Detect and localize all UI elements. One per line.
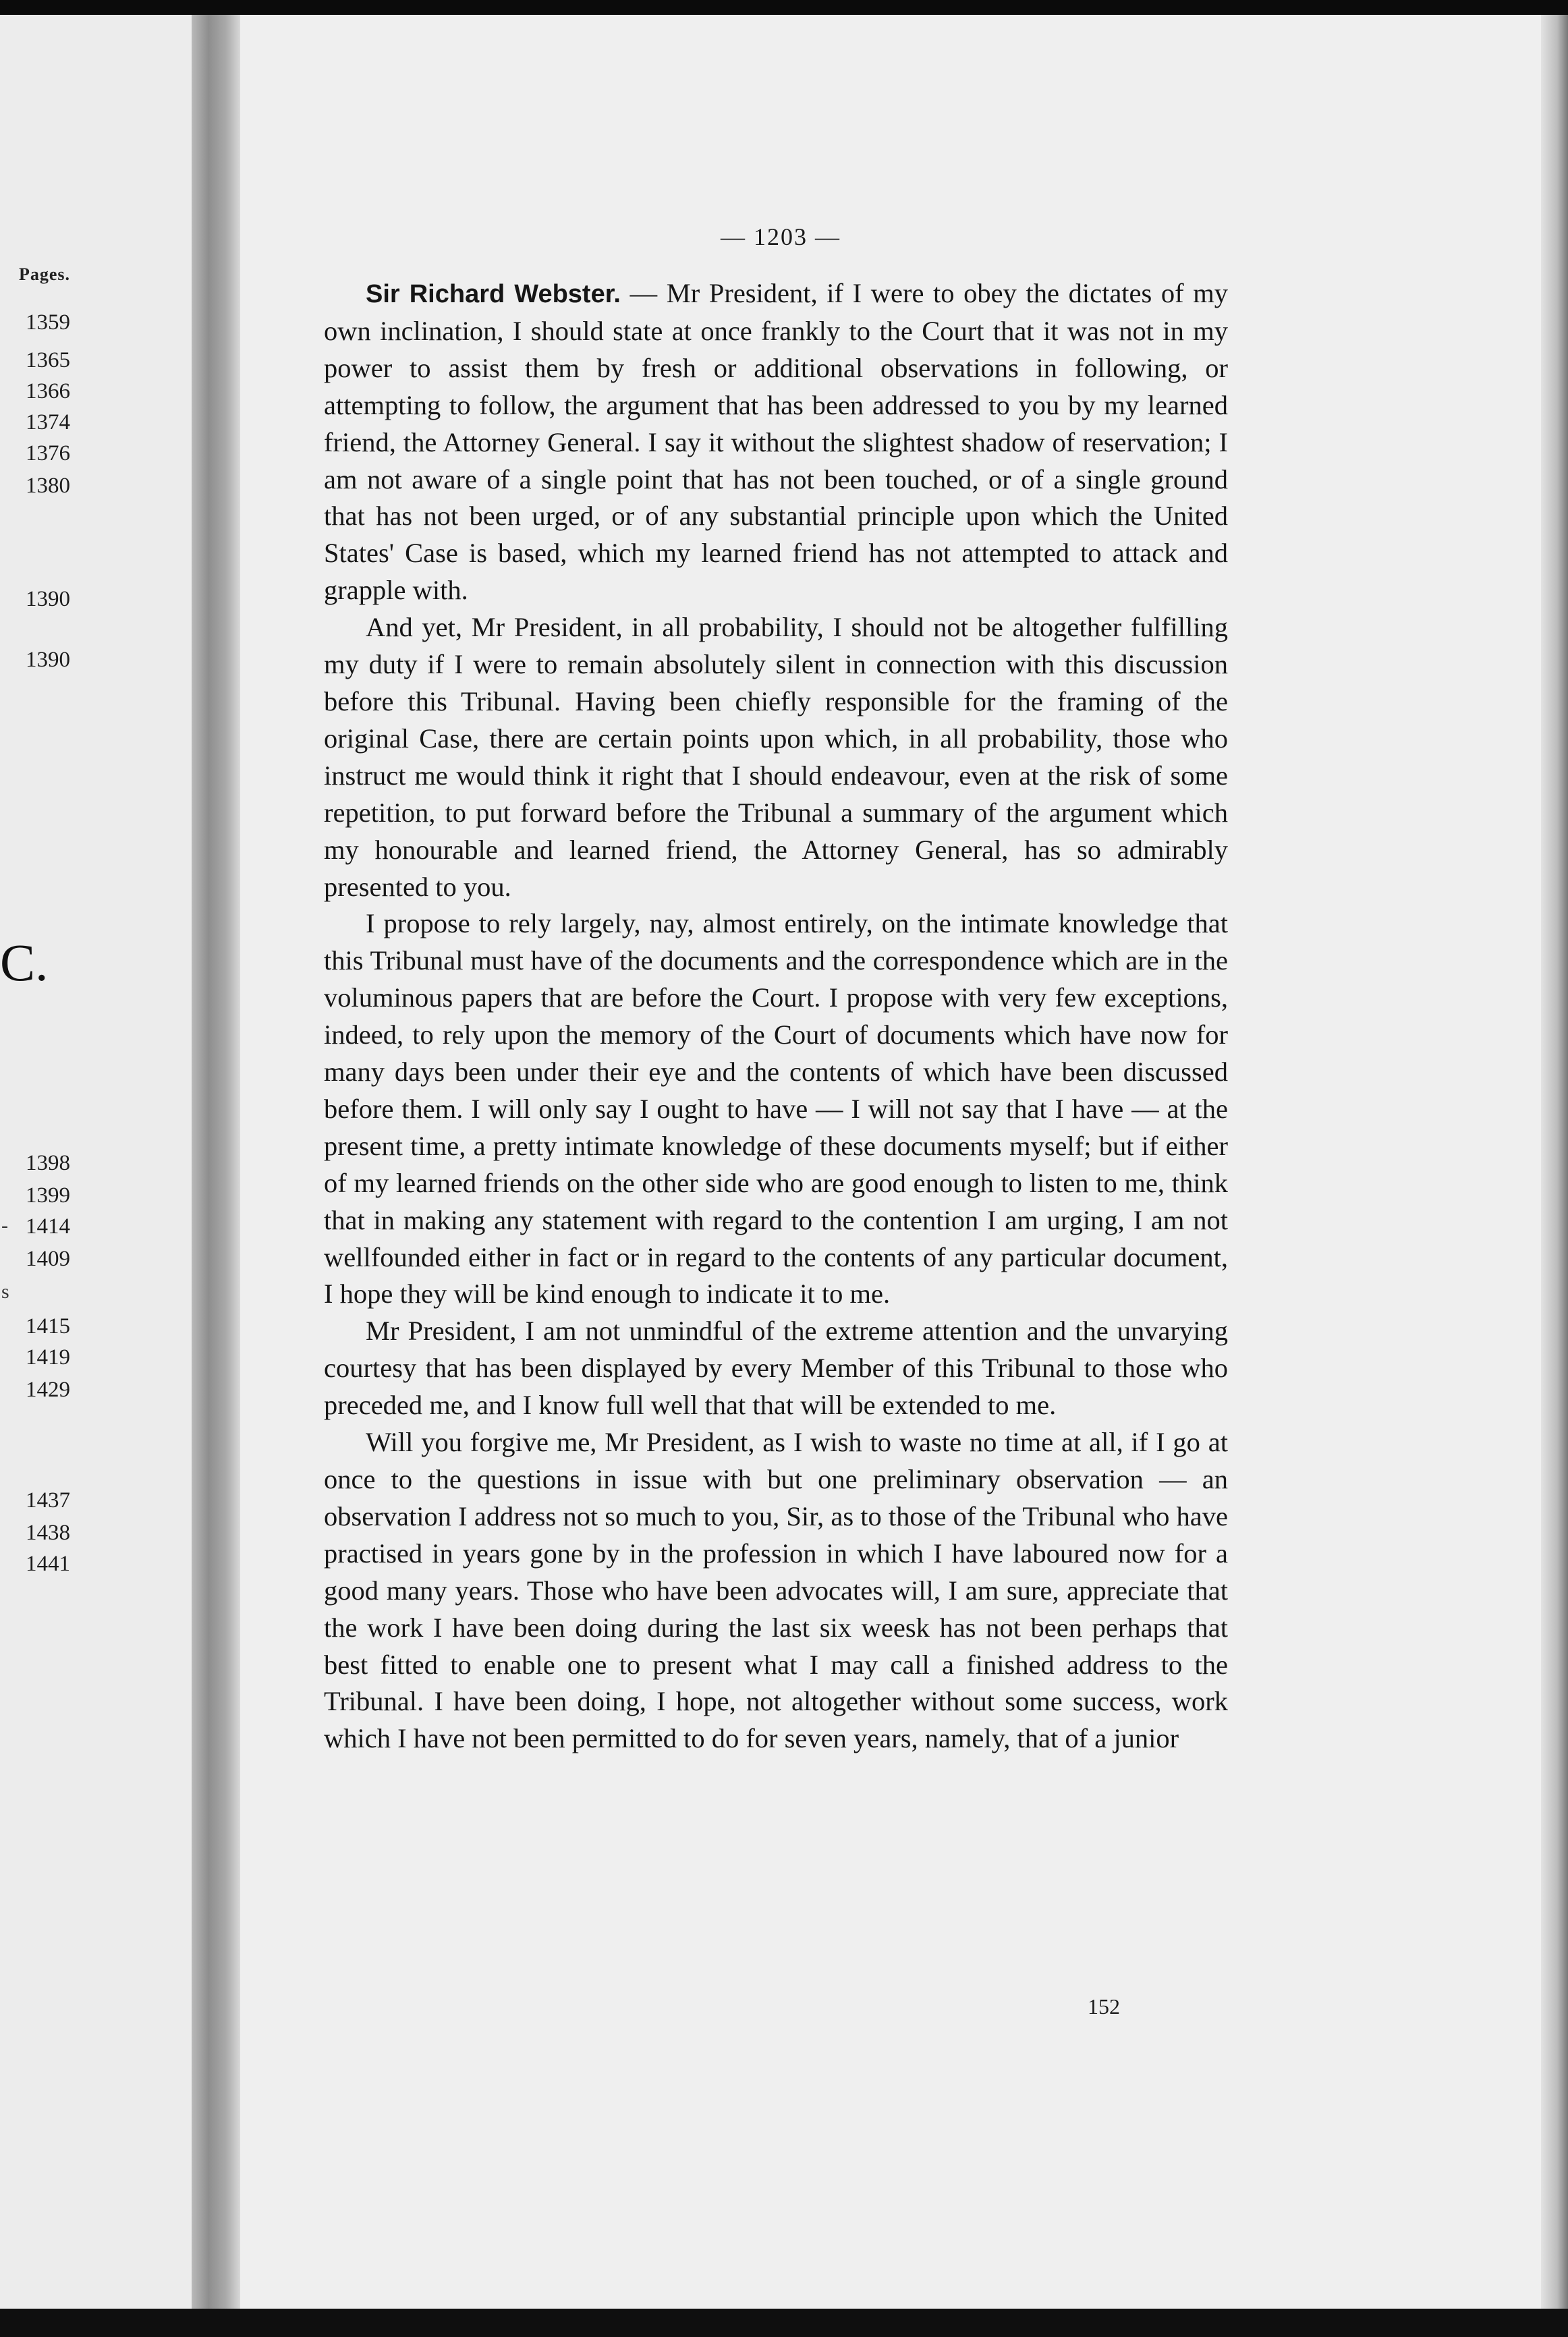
margin-mark: s <box>1 1280 9 1303</box>
page-reference: 1437 <box>26 1488 70 1513</box>
page-reference: 1414 <box>26 1214 70 1239</box>
page-reference: 1415 <box>26 1314 70 1339</box>
page-reference: 1390 <box>26 587 70 611</box>
paragraph-4: Mr President, I am not unmindful of the extreme attention and the unvarying courtesy that has been displayed by every Member of this Tribunal to those who preceded me, and I know full well that that will be extended to me. <box>324 1316 1228 1421</box>
paragraph-3: I propose to rely largely, nay, almost entirely, on the intimate knowledge that this Tribunal must have of the documents and the correspondence which are in the voluminous papers that are before the Court. I propose with very few exceptions, indeed, to rely upon the memory of the Court of documents which have now for many days been under their eye and the contents of which have been discussed before them. I will only say I ought to have — I will not say that I have — at the present time, a pretty intimate knowledge of these documents myself; but if either of my learned friends on the other side who are good enough to listen to me, think that in making any statement with regard to the contention I am urging, I am not wellfounded either in fact or in regard to the contents of any particular document, I hope they will be kind enough to indicate it to me. <box>324 908 1228 1310</box>
page-reference: 1419 <box>26 1345 70 1370</box>
page-reference: 1438 <box>26 1521 70 1545</box>
scan-border-bottom <box>0 2309 1568 2337</box>
page-reference: 1374 <box>26 410 70 434</box>
page-reference: 1441 <box>26 1552 70 1576</box>
page-reference: 1365 <box>26 348 70 372</box>
paragraph-1-text: — Mr President, if I were to obey the dictates of my own inclination, I should state at once frankly to the Court that it was not in my power to assist them by fresh or additional observations in following, or attempting to follow, the argument that has been addressed to you by my learned friend, the Attorney General. I say it without the slightest shadow of reservation; I am not aware of a single point that has not been touched, or of a single ground that has not been urged, or of any substantial principle upon which the United States' Case is based, which my learned friend has not attempted to attack and grapple with. <box>324 278 1229 606</box>
pages-header: Pages. <box>19 264 71 284</box>
section-letter: C. <box>0 933 49 992</box>
page-reference: 1390 <box>26 648 70 672</box>
page-reference: 1380 <box>26 474 70 498</box>
page-reference: 1366 <box>26 379 70 403</box>
scan-border-top <box>0 0 1568 15</box>
page-reference: 1376 <box>26 441 70 466</box>
page-reference: 1409 <box>26 1247 70 1271</box>
previous-page-margin <box>0 15 197 2309</box>
paragraph-1 <box>324 275 1228 609</box>
page-reference: 1399 <box>26 1183 70 1208</box>
printer-signature-mark: 152 <box>1088 1994 1120 2019</box>
page-number: — 1203 — <box>721 223 841 250</box>
document-body <box>324 275 1228 1757</box>
page-reference: 1429 <box>26 1378 70 1402</box>
paragraph-5: Will you forgive me, Mr President, as I wish to waste no time at all, if I go at once to the questions in issue with but one preliminary observation — an observation I address not so much to you, Sir, as to those of the Tribunal who have practised in years gone by in the profession in which I have laboured now for a good many years. Those who have been advocates will, I am sure, appreciate that the work I have been doing during the last six weesk has not been perhaps that best fitted to enable one to present what I may call a finished address to the Tribunal. I have been doing, I hope, not altogether without some success, work which I have not been permitted to do for seven years, namely, that of a junior <box>324 1427 1228 1754</box>
margin-mark: - <box>1 1214 8 1237</box>
book-gutter-shadow <box>192 15 240 2309</box>
paragraph-2: And yet, Mr President, in all probability, I should not be altogether fulfilling my duty if I were to remain absolutely silent in connection with this discussion before this Tribunal. Having been chiefly responsible for the framing of the original Case, there are certain points upon which, in all probability, those who instruct me would think it right that I should endeavour, even at the risk of some repetition, to put forward before the Tribunal a summary of the argument which my honourable and learned friend, the Attorney General, has so admirably presented to you. <box>324 612 1228 902</box>
page-reference: 1359 <box>26 310 70 335</box>
page-reference: 1398 <box>26 1151 70 1175</box>
page-edge-shadow <box>1541 15 1568 2309</box>
speaker-name: Sir Richard Webster. <box>366 280 621 308</box>
